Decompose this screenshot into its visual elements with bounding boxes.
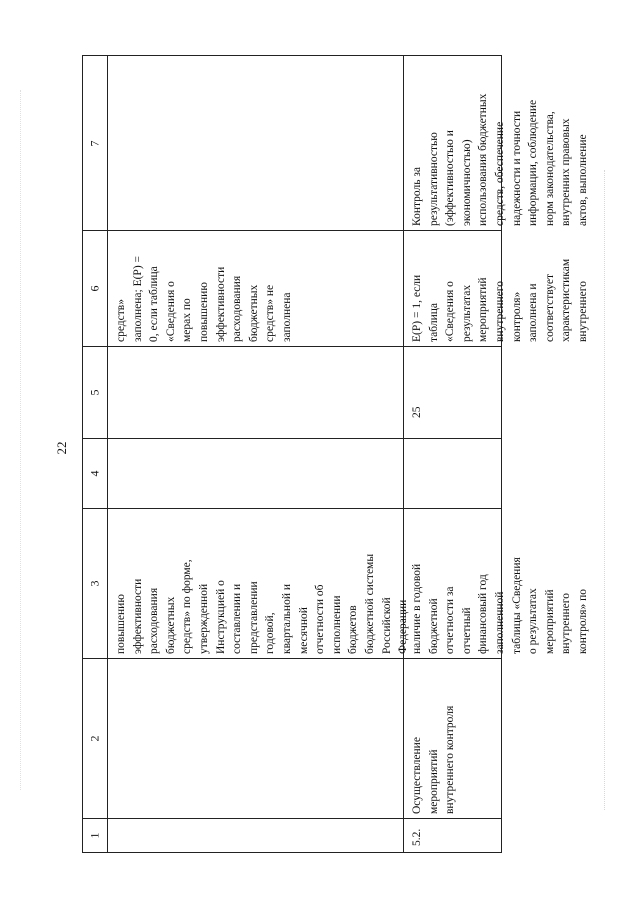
cell-line: таблица xyxy=(427,303,440,342)
header-col-7: 7 xyxy=(87,140,102,146)
header-col-5: 5 xyxy=(87,389,102,395)
cell-line: 0, если таблица xyxy=(148,266,161,342)
cell-line: результатах xyxy=(460,284,473,342)
header-col-2: 2 xyxy=(87,735,102,741)
header-col-3: 3 xyxy=(87,580,102,586)
col-divider-4-3 xyxy=(83,508,501,509)
cell-line: повышению xyxy=(115,594,127,654)
cell-line: мерах по xyxy=(181,298,194,342)
cell-line: Контроль за xyxy=(411,166,423,226)
header-divider xyxy=(107,56,108,852)
cell-line: заполнена xyxy=(280,292,293,342)
col-divider-6-5 xyxy=(83,346,501,347)
cell-line: бюджетной системы xyxy=(363,553,376,654)
cell-line: заполнена; E(P) = xyxy=(131,255,144,342)
cell-line: наличие в годовой xyxy=(411,563,423,654)
header-col-6: 6 xyxy=(87,285,102,291)
cell-line: эффективности xyxy=(131,578,144,654)
row2-col3-text xyxy=(409,557,592,654)
cell-line: Федерации xyxy=(397,599,410,654)
cell-line: мероприятий xyxy=(427,749,440,814)
cell-line: о результатах xyxy=(527,588,540,654)
cell-line: бюджетов xyxy=(347,605,360,654)
cell-line: характеристикам xyxy=(560,258,573,342)
cell-line: Осуществление xyxy=(411,737,423,814)
col-divider-2-1 xyxy=(83,818,501,819)
rotated-table xyxy=(82,55,589,853)
cell-line: заполненной xyxy=(493,591,506,654)
cell-line: средств» не xyxy=(264,284,277,342)
cell-line: составлении и xyxy=(231,583,244,654)
row-divider xyxy=(403,56,404,852)
cell-line: внутреннего контроля xyxy=(444,705,457,814)
cell-line: надежности и точности xyxy=(510,110,523,226)
cell-line: E(P) = 1, если xyxy=(411,274,423,342)
cell-line: норм законодательства, xyxy=(543,111,556,226)
cell-line: использования бюджетных xyxy=(477,93,490,226)
cell-line: бюджетной xyxy=(427,598,440,654)
header-col-4: 4 xyxy=(87,470,102,476)
cell-line: внутреннего xyxy=(560,593,573,654)
row2-col2-text xyxy=(409,706,459,814)
cell-line: экономичностью) xyxy=(460,139,473,226)
row2-col6-text xyxy=(409,259,592,342)
cell-line: мероприятий xyxy=(543,589,556,654)
cell-line: заполнена и xyxy=(527,283,540,342)
col-divider-5-4 xyxy=(83,438,501,439)
cell-line: контроля» xyxy=(510,291,523,342)
cell-line: таблицы «Сведения xyxy=(510,557,523,654)
cell-line: финансовый год xyxy=(477,574,490,654)
cell-line: мероприятий xyxy=(477,277,490,342)
cell-line: Российской xyxy=(380,597,393,654)
cell-line: внутреннего xyxy=(576,281,589,342)
cell-line: «Сведения о xyxy=(444,281,457,342)
cell-line: результативностью xyxy=(427,132,440,226)
table-header xyxy=(83,56,107,852)
cell-line: (эффективностью и xyxy=(444,130,457,226)
cell-line: эффективности xyxy=(214,266,227,342)
cell-line: расходования xyxy=(231,275,244,342)
cell-line: средств» xyxy=(115,299,127,342)
cell-line: информации, соблюдение xyxy=(527,99,540,226)
cell-line: бюджетных xyxy=(164,596,177,654)
cell-line: внутреннего xyxy=(493,281,506,342)
cell-line: отчетности за xyxy=(444,586,457,654)
cell-line: годовой, xyxy=(264,612,277,654)
cell-line: утвержденной xyxy=(197,583,210,654)
col-divider-3-2 xyxy=(83,658,501,659)
cell-line: средств» по форме, xyxy=(181,559,194,654)
cell-line: представлении xyxy=(247,581,260,654)
row1-col3-text xyxy=(113,554,412,654)
cell-line: средств, обеспечение xyxy=(493,121,506,226)
cell-line: соответствует xyxy=(543,273,556,342)
page-number: 22 xyxy=(54,441,69,455)
cell-line: повышению xyxy=(197,282,210,342)
cell-line: исполнении xyxy=(330,595,343,654)
cell-line: отчетности об xyxy=(314,584,327,654)
row2-col5-text: 25 xyxy=(411,406,423,418)
cell-line: актов, выполнение xyxy=(576,134,589,226)
header-col-1: 1 xyxy=(87,832,102,838)
cell-line: квартальной и xyxy=(280,583,293,654)
cell-line: расходования xyxy=(148,587,161,654)
row1-col6-text xyxy=(113,256,296,342)
scan-edge-mark xyxy=(20,90,22,790)
cell-line: отчетный xyxy=(460,607,473,654)
row2-col7-text xyxy=(409,94,592,226)
cell-line: месячной xyxy=(297,607,310,654)
cell-line: внутренних правовых xyxy=(560,118,573,226)
col-divider-7-6 xyxy=(83,230,501,231)
cell-line: Инструкцией о xyxy=(214,580,227,654)
cell-line: «Сведения о xyxy=(164,281,177,342)
scan-fold-mark xyxy=(604,170,606,810)
cell-line: контроля» по xyxy=(576,589,589,654)
row2-col1-text: 5.2. xyxy=(411,828,423,846)
cell-line: бюджетных xyxy=(247,284,260,342)
